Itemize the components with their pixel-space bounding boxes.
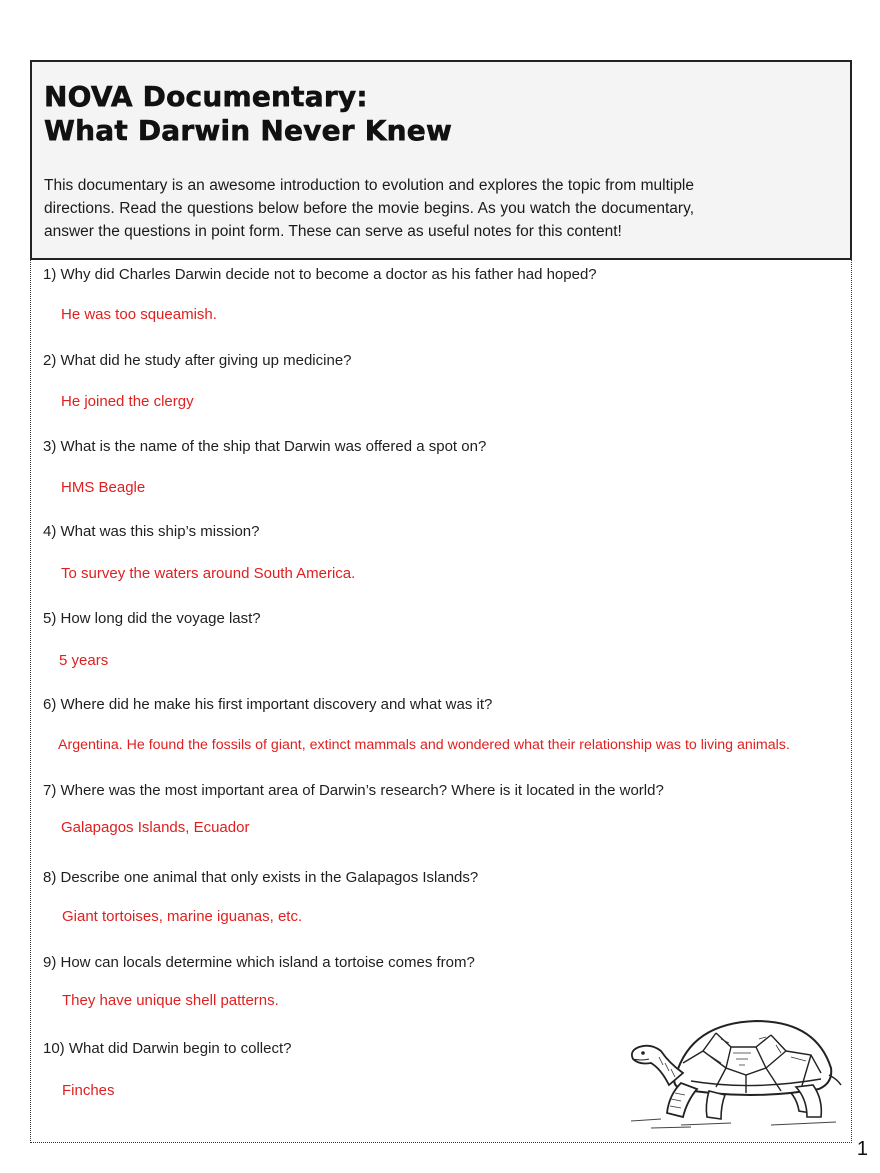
question-8: 8) Describe one animal that only exists in the Galapagos Islands? bbox=[43, 869, 479, 886]
worksheet bbox=[30, 60, 852, 1143]
tortoise-illustration bbox=[621, 1013, 851, 1133]
title-line-1: NOVA Documentary: bbox=[44, 80, 368, 113]
question-2: 2) What did he study after giving up medicine? bbox=[43, 352, 352, 369]
answer-6: Argentina. He found the fossils of giant, extinct mammals and wondered what their relationship was to living animals. bbox=[58, 737, 790, 753]
intro-paragraph: This documentary is an awesome introduction to evolution and explores the topic from multiple directions. Read the questions below before the movie begins. As you watch the documentary, answer the questions in point form. These can serve as useful notes for this content! bbox=[44, 177, 694, 240]
answer-4: To survey the waters around South America. bbox=[61, 565, 356, 582]
question-5: 5) How long did the voyage last? bbox=[43, 610, 261, 627]
answer-9: They have unique shell patterns. bbox=[62, 992, 279, 1009]
answer-3: HMS Beagle bbox=[61, 479, 146, 496]
question-4: 4) What was this ship’s mission? bbox=[43, 523, 260, 540]
answer-7: Galapagos Islands, Ecuador bbox=[61, 819, 250, 836]
answer-5: 5 years bbox=[59, 652, 109, 669]
question-7: 7) Where was the most important area of Darwin’s research? Where is it located in the world? bbox=[43, 782, 664, 799]
header-box bbox=[30, 60, 852, 260]
answer-1: He was too squeamish. bbox=[61, 306, 217, 323]
question-9: 9) How can locals determine which island a tortoise comes from? bbox=[43, 954, 475, 971]
title-line-2: What Darwin Never Knew bbox=[44, 114, 453, 147]
page-title bbox=[44, 80, 452, 148]
question-10: 10) What did Darwin begin to collect? bbox=[43, 1040, 292, 1057]
question-3: 3) What is the name of the ship that Darwin was offered a spot on? bbox=[43, 438, 487, 455]
answer-10: Finches bbox=[62, 1082, 115, 1099]
page-number: 1 bbox=[856, 1138, 868, 1160]
question-1: 1) Why did Charles Darwin decide not to become a doctor as his father had hoped? bbox=[43, 266, 597, 283]
answer-8: Giant tortoises, marine iguanas, etc. bbox=[62, 908, 303, 925]
question-6: 6) Where did he make his first important discovery and what was it? bbox=[43, 696, 493, 713]
answer-2: He joined the clergy bbox=[61, 393, 194, 410]
questions-area bbox=[30, 258, 852, 1143]
